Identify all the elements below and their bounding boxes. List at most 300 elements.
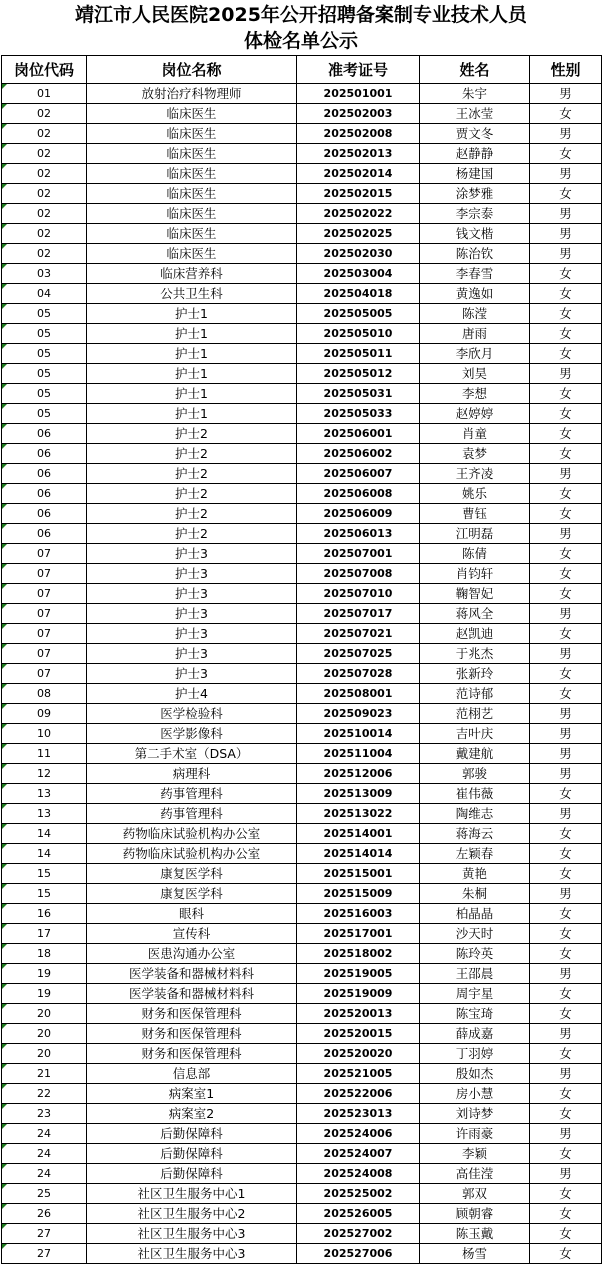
gender-cell: 女 [530, 624, 602, 644]
post-code-cell: 02 [2, 224, 87, 244]
post-code-cell: 25 [2, 1184, 87, 1204]
exam-number-cell: 202515001 [297, 864, 420, 884]
post-name-cell: 护士3 [87, 664, 297, 684]
name-cell: 钱文楷 [420, 224, 530, 244]
post-name-cell: 临床医生 [87, 224, 297, 244]
post-code-cell: 16 [2, 904, 87, 924]
post-code-cell: 05 [2, 404, 87, 424]
post-name-cell: 护士3 [87, 564, 297, 584]
exam-number-cell: 202506009 [297, 504, 420, 524]
name-cell: 李春雪 [420, 264, 530, 284]
exam-number-cell: 202502014 [297, 164, 420, 184]
table-row [2, 424, 602, 444]
gender-cell: 男 [530, 804, 602, 824]
table-row [2, 604, 602, 624]
name-cell: 肖童 [420, 424, 530, 444]
post-code-cell: 07 [2, 544, 87, 564]
post-name-cell: 护士1 [87, 384, 297, 404]
table-row [2, 224, 602, 244]
exam-number-cell: 202507021 [297, 624, 420, 644]
exam-number-cell: 202527006 [297, 1244, 420, 1264]
post-code-cell: 15 [2, 884, 87, 904]
post-name-cell: 公共卫生科 [87, 284, 297, 304]
post-name-cell: 康复医学科 [87, 884, 297, 904]
table-row [2, 904, 602, 924]
table-row [2, 1024, 602, 1044]
table-row [2, 664, 602, 684]
post-name-cell: 放射治疗科物理师 [87, 84, 297, 104]
name-cell: 鞠智妃 [420, 584, 530, 604]
gender-cell: 男 [530, 364, 602, 384]
post-name-cell: 临床营养科 [87, 264, 297, 284]
exam-number-cell: 202505011 [297, 344, 420, 364]
exam-number-cell: 202507001 [297, 544, 420, 564]
post-code-cell: 07 [2, 664, 87, 684]
gender-cell: 女 [530, 684, 602, 704]
exam-number-cell: 202524007 [297, 1144, 420, 1164]
name-cell: 王邵晨 [420, 964, 530, 984]
post-code-cell: 05 [2, 364, 87, 384]
name-cell: 杨雪 [420, 1244, 530, 1264]
post-name-cell: 护士2 [87, 444, 297, 464]
post-code-cell: 06 [2, 524, 87, 544]
gender-cell: 男 [530, 464, 602, 484]
name-cell: 薛成嘉 [420, 1024, 530, 1044]
name-cell: 朱宇 [420, 84, 530, 104]
name-cell: 周宇星 [420, 984, 530, 1004]
post-name-cell: 护士3 [87, 584, 297, 604]
gender-cell: 女 [530, 444, 602, 464]
name-cell: 戴建航 [420, 744, 530, 764]
exam-number-cell: 202501001 [297, 84, 420, 104]
table-row [2, 204, 602, 224]
post-name-cell: 医患沟通办公室 [87, 944, 297, 964]
gender-cell: 女 [530, 844, 602, 864]
exam-number-cell: 202507010 [297, 584, 420, 604]
gender-cell: 女 [530, 1144, 602, 1164]
table-row [2, 584, 602, 604]
post-code-cell: 17 [2, 924, 87, 944]
table-row [2, 704, 602, 724]
exam-number-cell: 202505010 [297, 324, 420, 344]
table-row [2, 264, 602, 284]
gender-cell: 女 [530, 1084, 602, 1104]
exam-number-cell: 202515009 [297, 884, 420, 904]
post-code-cell: 23 [2, 1104, 87, 1124]
post-name-cell: 护士1 [87, 364, 297, 384]
gender-cell: 女 [530, 904, 602, 924]
post-name-cell: 护士1 [87, 304, 297, 324]
exam-number-cell: 202510014 [297, 724, 420, 744]
table-row [2, 844, 602, 864]
gender-cell: 男 [530, 1064, 602, 1084]
name-cell: 陈宝琦 [420, 1004, 530, 1024]
page-title [0, 0, 602, 55]
table-row [2, 144, 602, 164]
table-body [2, 84, 602, 1264]
table-row [2, 864, 602, 884]
name-cell: 贾文冬 [420, 124, 530, 144]
post-name-cell: 财务和医保管理科 [87, 1004, 297, 1024]
table-row [2, 1064, 602, 1084]
name-cell: 于兆杰 [420, 644, 530, 664]
table-row [2, 184, 602, 204]
name-cell: 郭骏 [420, 764, 530, 784]
table-row [2, 884, 602, 904]
exam-number-cell: 202506007 [297, 464, 420, 484]
post-name-cell: 护士2 [87, 424, 297, 444]
gender-cell: 男 [530, 224, 602, 244]
name-cell: 黄逸如 [420, 284, 530, 304]
name-cell: 王冰莹 [420, 104, 530, 124]
exam-number-cell: 202507028 [297, 664, 420, 684]
post-name-cell: 临床医生 [87, 244, 297, 264]
post-code-cell: 14 [2, 844, 87, 864]
post-code-cell: 02 [2, 244, 87, 264]
gender-cell: 男 [530, 744, 602, 764]
table-row [2, 624, 602, 644]
gender-cell: 女 [530, 1044, 602, 1064]
table-row [2, 344, 602, 364]
post-name-cell: 宣传科 [87, 924, 297, 944]
post-code-cell: 11 [2, 744, 87, 764]
exam-number-cell: 202502003 [297, 104, 420, 124]
name-cell: 吉叶庆 [420, 724, 530, 744]
table-row [2, 364, 602, 384]
gender-cell: 女 [530, 784, 602, 804]
post-code-cell: 05 [2, 344, 87, 364]
table-row [2, 804, 602, 824]
post-name-cell: 药事管理科 [87, 784, 297, 804]
table-row [2, 504, 602, 524]
exam-number-cell: 202522006 [297, 1084, 420, 1104]
exam-number-cell: 202504018 [297, 284, 420, 304]
table-row [2, 644, 602, 664]
post-name-cell: 社区卫生服务中心3 [87, 1224, 297, 1244]
table-row [2, 384, 602, 404]
post-name-cell: 临床医生 [87, 144, 297, 164]
post-name-cell: 临床医生 [87, 164, 297, 184]
post-code-cell: 14 [2, 824, 87, 844]
gender-cell: 女 [530, 984, 602, 1004]
table-row [2, 104, 602, 124]
table-row [2, 1124, 602, 1144]
name-cell: 柏晶晶 [420, 904, 530, 924]
exam-number-cell: 202519009 [297, 984, 420, 1004]
post-name-cell: 信息部 [87, 1064, 297, 1084]
name-cell: 李宗泰 [420, 204, 530, 224]
post-code-cell: 06 [2, 444, 87, 464]
gender-cell: 男 [530, 764, 602, 784]
name-cell: 曹钰 [420, 504, 530, 524]
exam-number-cell: 202520020 [297, 1044, 420, 1064]
gender-cell: 女 [530, 304, 602, 324]
gender-cell: 女 [530, 544, 602, 564]
table-row [2, 124, 602, 144]
table-row [2, 1244, 602, 1264]
exam-number-cell: 202502013 [297, 144, 420, 164]
gender-cell: 女 [530, 424, 602, 444]
table-row [2, 304, 602, 324]
post-name-cell: 医学装备和器械材料科 [87, 964, 297, 984]
gender-cell: 女 [530, 864, 602, 884]
post-code-cell: 02 [2, 184, 87, 204]
post-name-cell: 临床医生 [87, 124, 297, 144]
post-code-cell: 10 [2, 724, 87, 744]
gender-cell: 男 [530, 204, 602, 224]
gender-cell: 女 [530, 264, 602, 284]
post-code-cell: 02 [2, 144, 87, 164]
table-row [2, 324, 602, 344]
post-code-cell: 26 [2, 1204, 87, 1224]
table-row [2, 824, 602, 844]
name-cell: 陈滢 [420, 304, 530, 324]
exam-number-cell: 202509023 [297, 704, 420, 724]
post-code-cell: 18 [2, 944, 87, 964]
gender-cell: 男 [530, 604, 602, 624]
name-cell: 蒋海云 [420, 824, 530, 844]
name-cell: 陈治钦 [420, 244, 530, 264]
post-code-cell: 13 [2, 804, 87, 824]
header-post-code: 岗位代码 [2, 56, 87, 84]
gender-cell: 女 [530, 1004, 602, 1024]
post-name-cell: 后勤保障科 [87, 1144, 297, 1164]
exam-number-cell: 202518002 [297, 944, 420, 964]
table-row [2, 1004, 602, 1024]
exam-number-cell: 202525002 [297, 1184, 420, 1204]
exam-number-cell: 202502008 [297, 124, 420, 144]
name-cell: 赵静静 [420, 144, 530, 164]
gender-cell: 女 [530, 1184, 602, 1204]
table-row [2, 964, 602, 984]
table-row [2, 484, 602, 504]
name-cell: 刘诗梦 [420, 1104, 530, 1124]
table-header-row [2, 56, 602, 84]
post-code-cell: 15 [2, 864, 87, 884]
gender-cell: 男 [530, 1124, 602, 1144]
name-cell: 唐雨 [420, 324, 530, 344]
gender-cell: 男 [530, 1164, 602, 1184]
exam-number-cell: 202520013 [297, 1004, 420, 1024]
post-code-cell: 02 [2, 104, 87, 124]
name-cell: 袁梦 [420, 444, 530, 464]
post-code-cell: 09 [2, 704, 87, 724]
post-name-cell: 病理科 [87, 764, 297, 784]
post-name-cell: 药物临床试验机构办公室 [87, 844, 297, 864]
exam-number-cell: 202514001 [297, 824, 420, 844]
title-line-2: 体检名单公示 [243, 30, 358, 52]
gender-cell: 女 [530, 484, 602, 504]
post-name-cell: 护士2 [87, 464, 297, 484]
post-name-cell: 护士1 [87, 404, 297, 424]
exam-number-cell: 202517001 [297, 924, 420, 944]
post-name-cell: 护士3 [87, 624, 297, 644]
gender-cell: 男 [530, 1024, 602, 1044]
exam-number-cell: 202524008 [297, 1164, 420, 1184]
name-cell: 房小慧 [420, 1084, 530, 1104]
post-code-cell: 20 [2, 1024, 87, 1044]
name-cell: 崔伟薇 [420, 784, 530, 804]
exam-number-cell: 202521005 [297, 1064, 420, 1084]
post-code-cell: 02 [2, 204, 87, 224]
post-name-cell: 临床医生 [87, 204, 297, 224]
exam-number-cell: 202502030 [297, 244, 420, 264]
post-code-cell: 07 [2, 584, 87, 604]
gender-cell: 男 [530, 164, 602, 184]
exam-number-cell: 202503004 [297, 264, 420, 284]
gender-cell: 女 [530, 324, 602, 344]
post-name-cell: 财务和医保管理科 [87, 1024, 297, 1044]
gender-cell: 女 [530, 944, 602, 964]
name-cell: 赵婷婷 [420, 404, 530, 424]
post-code-cell: 19 [2, 984, 87, 1004]
table-row [2, 944, 602, 964]
gender-cell: 男 [530, 524, 602, 544]
exam-number-cell: 202505005 [297, 304, 420, 324]
name-cell: 王齐凌 [420, 464, 530, 484]
exam-number-cell: 202505031 [297, 384, 420, 404]
post-name-cell: 药物临床试验机构办公室 [87, 824, 297, 844]
table-row [2, 1104, 602, 1124]
post-name-cell: 医学检验科 [87, 704, 297, 724]
gender-cell: 男 [530, 724, 602, 744]
post-code-cell: 01 [2, 84, 87, 104]
post-name-cell: 临床医生 [87, 104, 297, 124]
table-row [2, 1164, 602, 1184]
post-code-cell: 07 [2, 624, 87, 644]
exam-number-cell: 202506002 [297, 444, 420, 464]
gender-cell: 女 [530, 664, 602, 684]
table-row [2, 464, 602, 484]
post-name-cell: 临床医生 [87, 184, 297, 204]
post-name-cell: 护士2 [87, 504, 297, 524]
exam-number-cell: 202513009 [297, 784, 420, 804]
post-code-cell: 19 [2, 964, 87, 984]
post-code-cell: 06 [2, 424, 87, 444]
name-cell: 朱桐 [420, 884, 530, 904]
gender-cell: 女 [530, 504, 602, 524]
table-row [2, 244, 602, 264]
name-cell: 肖钧轩 [420, 564, 530, 584]
post-name-cell: 眼科 [87, 904, 297, 924]
exam-number-cell: 202502022 [297, 204, 420, 224]
exam-number-cell: 202514014 [297, 844, 420, 864]
table-row [2, 1044, 602, 1064]
exam-number-cell: 202511004 [297, 744, 420, 764]
exam-number-cell: 202526005 [297, 1204, 420, 1224]
name-cell: 杨建国 [420, 164, 530, 184]
exam-number-cell: 202516003 [297, 904, 420, 924]
exam-number-cell: 202507017 [297, 604, 420, 624]
post-name-cell: 护士4 [87, 684, 297, 704]
name-cell: 范诗郁 [420, 684, 530, 704]
post-code-cell: 12 [2, 764, 87, 784]
post-name-cell: 社区卫生服务中心3 [87, 1244, 297, 1264]
exam-number-cell: 202505012 [297, 364, 420, 384]
exam-number-cell: 202512006 [297, 764, 420, 784]
post-name-cell: 病案室1 [87, 1084, 297, 1104]
post-name-cell: 护士3 [87, 644, 297, 664]
exam-number-cell: 202519005 [297, 964, 420, 984]
post-name-cell: 财务和医保管理科 [87, 1044, 297, 1064]
gender-cell: 女 [530, 1244, 602, 1264]
table-row [2, 164, 602, 184]
post-code-cell: 24 [2, 1144, 87, 1164]
name-cell: 许雨豪 [420, 1124, 530, 1144]
table-row [2, 544, 602, 564]
gender-cell: 女 [530, 564, 602, 584]
gender-cell: 女 [530, 404, 602, 424]
title-line-1: 靖江市人民医院2025年公开招聘备案制专业技术人员 [75, 4, 527, 26]
name-cell: 黄艳 [420, 864, 530, 884]
name-cell: 左颖春 [420, 844, 530, 864]
gender-cell: 男 [530, 884, 602, 904]
table-row [2, 1204, 602, 1224]
post-code-cell: 07 [2, 644, 87, 664]
gender-cell: 女 [530, 284, 602, 304]
table-row [2, 1184, 602, 1204]
name-cell: 高佳滢 [420, 1164, 530, 1184]
name-cell: 沙天时 [420, 924, 530, 944]
post-code-cell: 02 [2, 124, 87, 144]
post-code-cell: 27 [2, 1224, 87, 1244]
post-code-cell: 24 [2, 1124, 87, 1144]
name-cell: 江明磊 [420, 524, 530, 544]
candidate-table [1, 55, 602, 1264]
gender-cell: 女 [530, 924, 602, 944]
post-name-cell: 社区卫生服务中心1 [87, 1184, 297, 1204]
name-cell: 郭双 [420, 1184, 530, 1204]
post-name-cell: 第二手术室（DSA） [87, 744, 297, 764]
post-code-cell: 13 [2, 784, 87, 804]
post-code-cell: 06 [2, 484, 87, 504]
table-row [2, 684, 602, 704]
table-row [2, 784, 602, 804]
exam-number-cell: 202507025 [297, 644, 420, 664]
exam-number-cell: 202527002 [297, 1224, 420, 1244]
header-post-name: 岗位名称 [87, 56, 297, 84]
post-code-cell: 08 [2, 684, 87, 704]
exam-number-cell: 202505033 [297, 404, 420, 424]
header-name: 姓名 [420, 56, 530, 84]
name-cell: 范栩艺 [420, 704, 530, 724]
gender-cell: 男 [530, 644, 602, 664]
gender-cell: 女 [530, 104, 602, 124]
post-name-cell: 社区卫生服务中心2 [87, 1204, 297, 1224]
exam-number-cell: 202508001 [297, 684, 420, 704]
post-name-cell: 护士3 [87, 544, 297, 564]
name-cell: 姚乐 [420, 484, 530, 504]
table-row [2, 524, 602, 544]
name-cell: 蒋风全 [420, 604, 530, 624]
gender-cell: 女 [530, 584, 602, 604]
post-name-cell: 病案室2 [87, 1104, 297, 1124]
post-code-cell: 02 [2, 164, 87, 184]
post-name-cell: 医学影像科 [87, 724, 297, 744]
post-code-cell: 20 [2, 1004, 87, 1024]
post-code-cell: 24 [2, 1164, 87, 1184]
post-name-cell: 后勤保障科 [87, 1164, 297, 1184]
exam-number-cell: 202502015 [297, 184, 420, 204]
post-code-cell: 21 [2, 1064, 87, 1084]
name-cell: 赵凯迪 [420, 624, 530, 644]
name-cell: 陈玉戴 [420, 1224, 530, 1244]
post-code-cell: 06 [2, 504, 87, 524]
exam-number-cell: 202507008 [297, 564, 420, 584]
table-row [2, 1084, 602, 1104]
name-cell: 殷如杰 [420, 1064, 530, 1084]
post-code-cell: 20 [2, 1044, 87, 1064]
